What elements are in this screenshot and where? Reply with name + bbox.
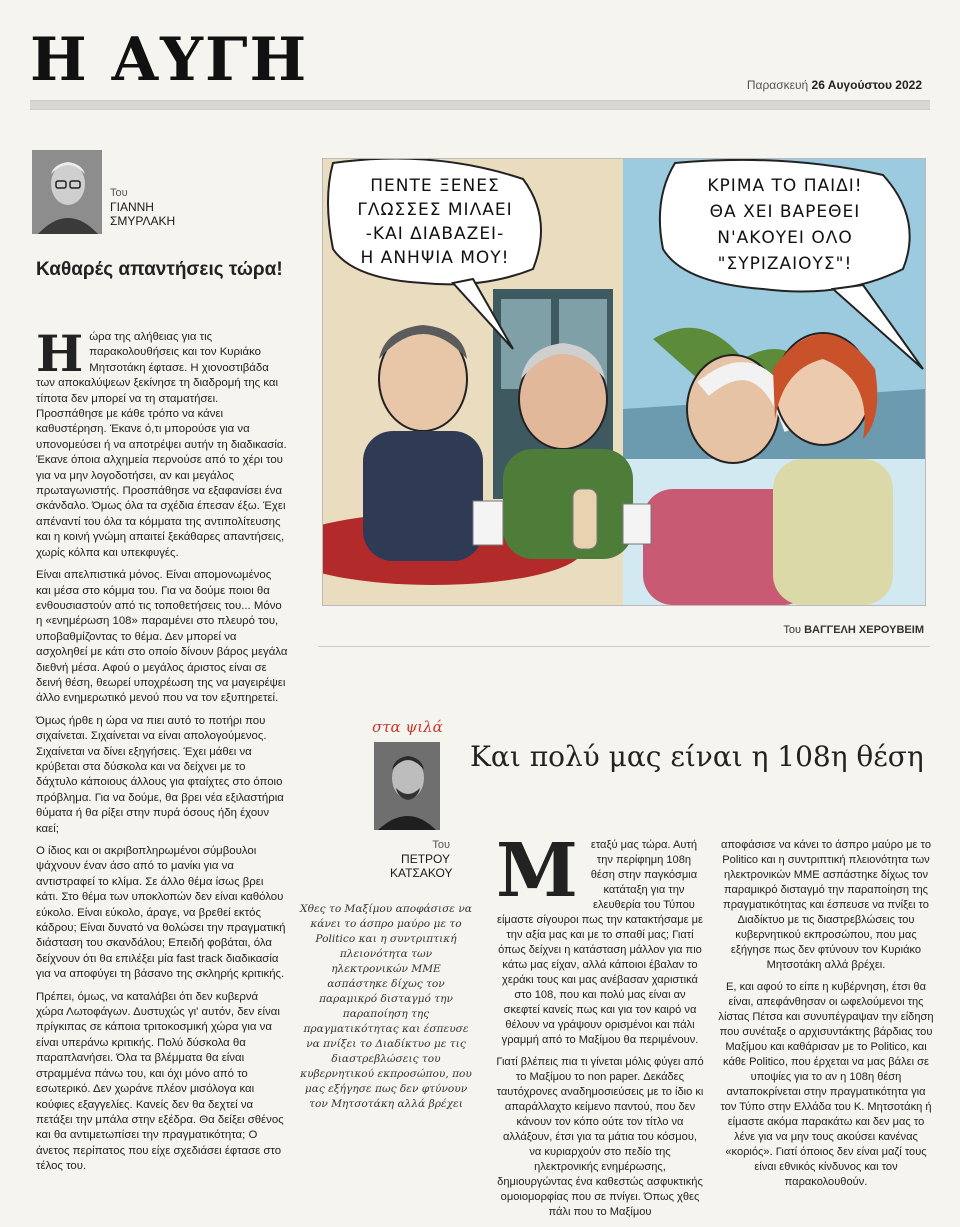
section-divider (318, 646, 930, 647)
column-kicker: στα ψιλά (372, 718, 443, 736)
cartoon-bubble-left-line: ΠΕΝΤΕ ΞΕΝΕΣ (370, 176, 500, 196)
author-photo-katsakos (374, 742, 440, 830)
dateline-day: Παρασκευή (746, 78, 809, 92)
dateline-date: 26 Αυγούστου 2022 (811, 78, 922, 92)
author-portrait-icon (32, 150, 102, 234)
cartoon-bubble-left-line: -ΚΑΙ ΔΙΑΒΑΖΕΙ- (365, 224, 505, 244)
author-portrait-icon (374, 742, 440, 830)
article2-title[interactable]: Και πολύ μας είναι η 108η θέση (470, 740, 924, 773)
article2-paragraph: Ε, και αφού το είπε η κυβέρνηση, έτσι θα είναι, απεφάνθησαν οι ωφελούμενοι της λίστας Πέτσα και συνυπέγραψαν την είδηση που συνέταξε ο αρχισυντάκτης βάρδιας του Μαξίμου και καθάρισαν με το Politico, και κάθε Politico, που έρχεται να μας βάλει σε υποψίες για το αν η 108η θέση ανταποκρίνεται στην πραγματικότητα για τον Τύπο στην Ελλάδα του Κ. Μητσοτάκη ή είμαστε ακόμα παρακάτω και δεν μας το λένε για να μην τους ακούσει κανένας «κοριός». Γιατί όποιος δεν είναι μαζί τους είναι εθνικός κίνδυνος και τον παρακολουθούν. (718, 981, 934, 1188)
article1-paragraph (36, 324, 288, 561)
byline-article1 (110, 186, 190, 228)
author-photo-smyrlakis (32, 150, 102, 234)
masthead-logo[interactable]: Η ΑΥΓΗ (30, 25, 309, 95)
paragraph-text: ώρα της αλήθειας για τις παρακολουθήσεις και τον Κυριάκο Μητσοτάκη έφτασε. Η χιονοστιβάδα των αποκαλύψεων ξεκίνησε τη διαδρομή της και τίποτα δεν μπορεί να τη σταματήσει. Προσπάθησε με κάθε τρόπο να κάνει καθυστέρηση. Έκανε ό,τι μπορούσε για να υπονομεύσει ή να αποτρέψει αυτήν τη διαδικασία. Έκανε όποια αλχημεία περνούσε από το χέρι του για να μην λογοδοτήσει, αν και μεγάλος πρωταγωνιστής. Προσπάθησε να εξαφανίσει ένα σκάνδαλο. Όμως όλα τα σχέδια έπεσαν έξω. Έχει απέναντί του όλα τα κόμματα της αντιπολίτευσης και η κοινή γνώμη απαιτεί ξεκάθαρες απαντήσεις, χωρίς κόλπα και υπεκφυγές. (36, 331, 287, 559)
article1-body (36, 324, 288, 1182)
dropcap: Η (36, 324, 84, 383)
masthead-rule (30, 100, 930, 110)
byline-author: ΠΕΤΡΟΥ ΚΑΤΣΑΚΟΥ (390, 852, 453, 880)
byline-prefix: Του (432, 839, 450, 851)
article1-paragraph: Πρέπει, όμως, να καταλάβει ότι δεν κυβερνά χώρα Λωτοφάγων. Δυστυχώς γι' αυτόν, δεν είναι πρίγκιπας σε κάποια τριτοκοσμική χώρα για να είναι υπεράνω κριτικής. Πολύ δύσκολα θα παραπλανήσει. Όλα τα βλέμματα θα είναι στραμμένα πάνω του, και όχι μόνο από το εσωτερικό. Δεν χωράνε πλέον μισόλογα και κούφιες εξαγγελίες. Κανείς δεν θα δεχτεί να πετάξει την μπάλα στην εξέδρα. Θα δείξει σθένος και θα αντιμετωπίσει την πραγματικότητα; Ο άνετος περίπατος που είχε σχεδιάσει έφτασε στο τέλος του. (36, 990, 284, 1173)
cartoon-credit-author: ΒΑΓΓΕΛΗ ΧΕΡΟΥΒΕΙΜ (804, 624, 924, 636)
dateline (747, 78, 922, 92)
pull-quote: Χθες το Μαξίμου αποφάσισε να κάνει το άσπρο μαύρο με το Politico και η συντριπτική πλειονότητα των ηλεκτρονικών ΜΜΕ ασπάστηκε δίχως τον παραμικρό δισταγμό την παραποίηση της πραγματικότητας και έσπευσε να πνίξει το Διαδίκτυο με τις διαστρεβλώσεις του κυβερνητικού εκπροσώπου, που μας εξήγησε πως δεν φτύνουν τον Μητσοτάκη αλλά βρέχει (300, 903, 472, 1110)
article2-paragraph: Γιατί βλέπεις πια τι γίνεται μόλις φύγει από το Μαξίμου το non paper. Δεκάδες ταυτόχρονες αναδημοσιεύσεις με το ίδιο κι απαράλλαχτο κείμενο παντού, που δεν κάνουν τον κόπο ούτε τον τίτλο να αλλάξουν, έτσι για τα μάτια του κόσμου, να κυριαρχούν στο πεδίο της ηλεκτρονικής ενημέρωσης, δημιουργώντας ένα καθεστώς ασφυκτικής ομοιομορφίας που σε πνίγει. Όπως χθες πάλι που το Μαξίμου (496, 1056, 704, 1218)
cartoon-bubble-left-line: ΓΛΩΣΣΕΣ ΜΙΛΑΕΙ (357, 200, 513, 220)
article2-column-2 (718, 838, 934, 1197)
byline-author: ΓΙΑΝΝΗ ΣΜΥΡΛΑΚΗ (110, 200, 176, 228)
article2-column-1 (496, 828, 704, 1227)
article1-paragraph: Ο ίδιος και οι ακριβοπληρωμένοι σύμβουλοι ψάχνουν έναν άσο από το μανίκι για να αντιστραφεί το κλίμα. Σε άλλο θέμα ίσως βρει κάτι. Στο θέμα των υποκλοπών δεν είναι καθόλου εύκολο. Είναι εύκολο, άραγε, να βρεθεί εκτός κάδρου; Είναι δυνατό να θολώσει την πραγματική διάσταση του σκανδάλου; Επειδή φοβάται, όλα δείχνουν ότι θα επιλέξει μία fast track διαδικασία για να αποφύγει τη βάσανο της σκληρής κριτικής. (36, 845, 286, 981)
article1-title[interactable]: Καθαρές απαντήσεις τώρα! (36, 259, 283, 280)
article2-paragraph: αποφάσισε να κάνει το άσπρο μαύρο με το Politico και η συντριπτική πλειονότητα των ηλεκτρονικών ΜΜΕ ασπάστηκε δίχως τον παραμικρό δισταγμό την παραποίηση της πραγματικότητας και έσπευσε να πνίξει το Διαδίκτυο με τις διαστρεβλώσεις του κυβερνητικού εκπροσώπου, που μας εξήγησε πως δεν φτύνουν τον Κυριάκο Μητσοτάκη αλλά βρέχει. (721, 839, 931, 971)
editorial-cartoon (322, 158, 926, 606)
paragraph-text: εταξύ μας τώρα. Αυτή την περίφημη 108η θέση στην παγκόσμια κατάταξη για την ελευθερία του Τύπου είμαστε σίγουροι πως την κατακτήσαμε με την αξία μας και με το σπαθί μας; Γιατί όπως δείχνει η κατάσταση μάλλον για πιο κάτω μας είχαν, αλλά κάποιοι έβαλαν το χεράκι τους και μας ανέβασαν χαριστικά στο 108, που και πολύ μας είναι αν σκεφτεί κανείς πως και για τον καιρό να θέλουν να γράψουν ορισμένοι και πάλι γραμμή από το Μαξίμου θα περιμένουν. (497, 839, 703, 1046)
cartoon-credit (783, 624, 924, 636)
article1-paragraph: Είναι απελπιστικά μόνος. Είναι απομονωμένος και μέσα στο κόμμα του. Για να δούμε ποιοι θα ενθουσιαστούν από τις τοποθετήσεις του... Μόνο η «ενημέρωση 108» παραμένει στο πλευρό του, υποβαθμίζοντας το θέμα. Δεν μπορεί να ασχοληθεί με κάτι στο οποίο δίνουν βάρος μεγάλα διεθνή μέσα. Αφού ο μεγάλος άριστος είναι σε δεινή θέση, θεωρεί υποχρέωση της να μαγειρέψει άλλο ενημερωτικό μενού που να τον εξυπηρετεί. (36, 569, 288, 705)
byline-article2 (390, 838, 453, 880)
cartoon-bubble-left-line: Η ΑΝΗΨΙΑ ΜΟΥ! (360, 248, 510, 268)
cartoon-bubble-right-line: ΚΡΙΜΑ ΤΟ ΠΑΙΔΙ! (707, 176, 863, 196)
cartoon-bubble-right-line: "ΣΥΡΙΖΑΙΟΥΣ"! (717, 254, 853, 274)
article2-paragraph (496, 828, 704, 1048)
article1-paragraph: Όμως ήρθε η ώρα να πιει αυτό το ποτήρι που σιχαίνεται. Σιχαίνεται να είναι απολογούμενος. Σιχαίνεται να δίνει εξηγήσεις. Έχει μάθει να κρύβεται στα δύσκολα και να δείχνει με το δάχτυλο κάποιους άλλους για φταίχτες στο όποιο πρόβλημα. Για να δούμε, θα βρει νέα εξιλαστήρια θύματα ή θα ρίξει στην πυρά όσους ήδη έχουν καεί; (36, 714, 284, 835)
dropcap: Μ (496, 828, 578, 914)
cartoon-credit-prefix: Του (783, 624, 802, 636)
cartoon-illustration (323, 159, 925, 605)
cartoon-bubble-right-line: Ν'ΑΚΟΥΕΙ ΟΛΟ (717, 228, 853, 248)
byline-prefix: Του (110, 187, 128, 199)
cartoon-bubble-right-line: ΘΑ ΧΕΙ ΒΑΡΕΘΕΙ (709, 202, 861, 222)
